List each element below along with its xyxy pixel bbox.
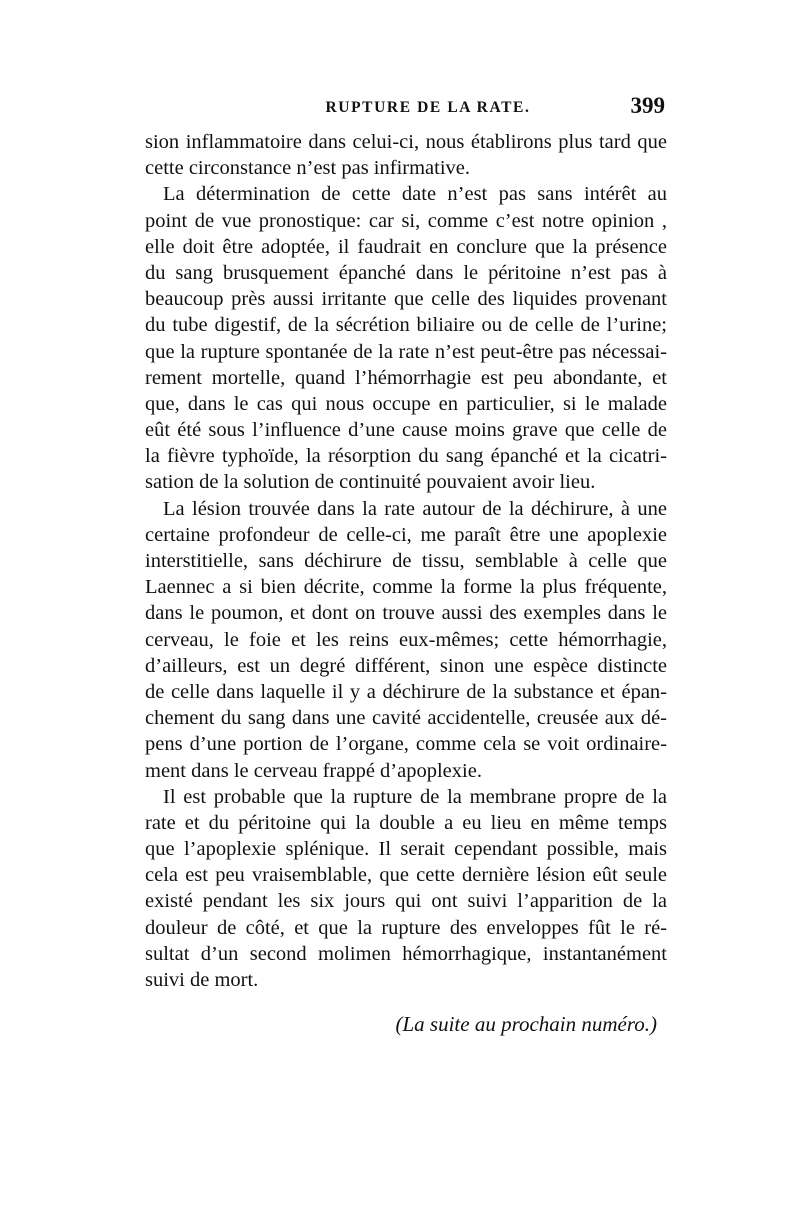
text-line: de celle dans laquelle il y a déchirure de la substance et épan-: [145, 680, 667, 703]
running-title: RUPTURE DE LA RATE.: [325, 99, 531, 116]
text-line: d’ailleurs, est un degré différent, sinon une espèce distincte: [145, 654, 667, 677]
text-line: cette circonstance n’est pas infirmative.: [145, 157, 471, 180]
text-line: Il est probable que la rupture de la membrane propre de la: [163, 785, 667, 808]
text-line: La lésion trouvée dans la rate autour de la déchirure, à une: [163, 497, 667, 520]
text-line: sation de la solution de continuité pouvaient avoir lieu.: [145, 471, 596, 494]
text-line: chement du sang dans une cavité accidentelle, creusée aux dé-: [145, 707, 667, 730]
text-line: elle doit être adoptée, il faudrait en conclure que la présence: [145, 235, 667, 258]
text-line: que, dans le cas qui nous occupe en particulier, si le malade: [145, 392, 667, 415]
text-line: suivi de mort.: [145, 969, 259, 991]
text-line: Laennec a si bien décrite, comme la forme la plus fréquente,: [145, 576, 667, 599]
text-line: beaucoup près aussi irritante que celle des liquides provenant: [145, 288, 667, 311]
text-line: du tube digestif, de la sécrétion biliaire ou de celle de l’urine;: [145, 314, 667, 337]
text-line: cerveau, le foie et les reins eux-mêmes; cette hémorrhagie,: [145, 628, 667, 651]
text-line: dans le poumon, et dont on trouve aussi des exemples dans le: [145, 602, 667, 625]
text-line: sultat d’un second molimen hémorrhagique, instantanément: [145, 942, 667, 965]
text-line: eût été sous l’influence d’une cause moins grave que celle de: [145, 419, 667, 442]
text-line: pens d’une portion de l’organe, comme cela se voit ordinaire-: [145, 733, 667, 756]
text-line: du sang brusquement épanché dans le péritoine n’est pas à: [145, 261, 667, 284]
body-text: [145, 129, 667, 993]
text-line: que la rupture spontanée de la rate n’est peut-être pas nécessai-: [145, 340, 667, 363]
text-line: que l’apoplexie splénique. Il serait cependant possible, mais: [145, 838, 667, 861]
text-line: rate et du péritoine qui la double a eu lieu en même temps: [145, 811, 667, 834]
text-line: la fièvre typhoïde, la résorption du sang épanché et la cicatri-: [145, 445, 667, 468]
text-line: rement mortelle, quand l’hémorrhagie est peu abondante, et: [145, 366, 667, 389]
text-line: certaine profondeur de celle-ci, me paraît être une apoplexie: [145, 523, 667, 546]
text-line: interstitielle, sans déchirure de tissu, semblable à celle que: [145, 550, 667, 572]
continued-note: (La suite au prochain numéro.): [395, 1012, 657, 1036]
running-head: [145, 95, 667, 123]
text-line: ment dans le cerveau frappé d’apoplexie.: [145, 759, 482, 782]
text-line: douleur de côté, et que la rupture des enveloppes fût le ré-: [145, 916, 667, 939]
page-number: 399: [630, 93, 665, 118]
text-line: La détermination de cette date n’est pas sans intérêt au: [163, 183, 667, 206]
text-line: point de vue pronostique: car si, comme c’est notre opinion ,: [145, 209, 667, 232]
text-line: sion inflammatoire dans celui-ci, nous établirons plus tard que: [145, 131, 667, 153]
text-line: cela est peu vraisemblable, que cette dernière lésion eût seule: [145, 864, 667, 887]
text-line: existé pendant les six jours qui ont suivi l’apparition de la: [145, 890, 667, 913]
